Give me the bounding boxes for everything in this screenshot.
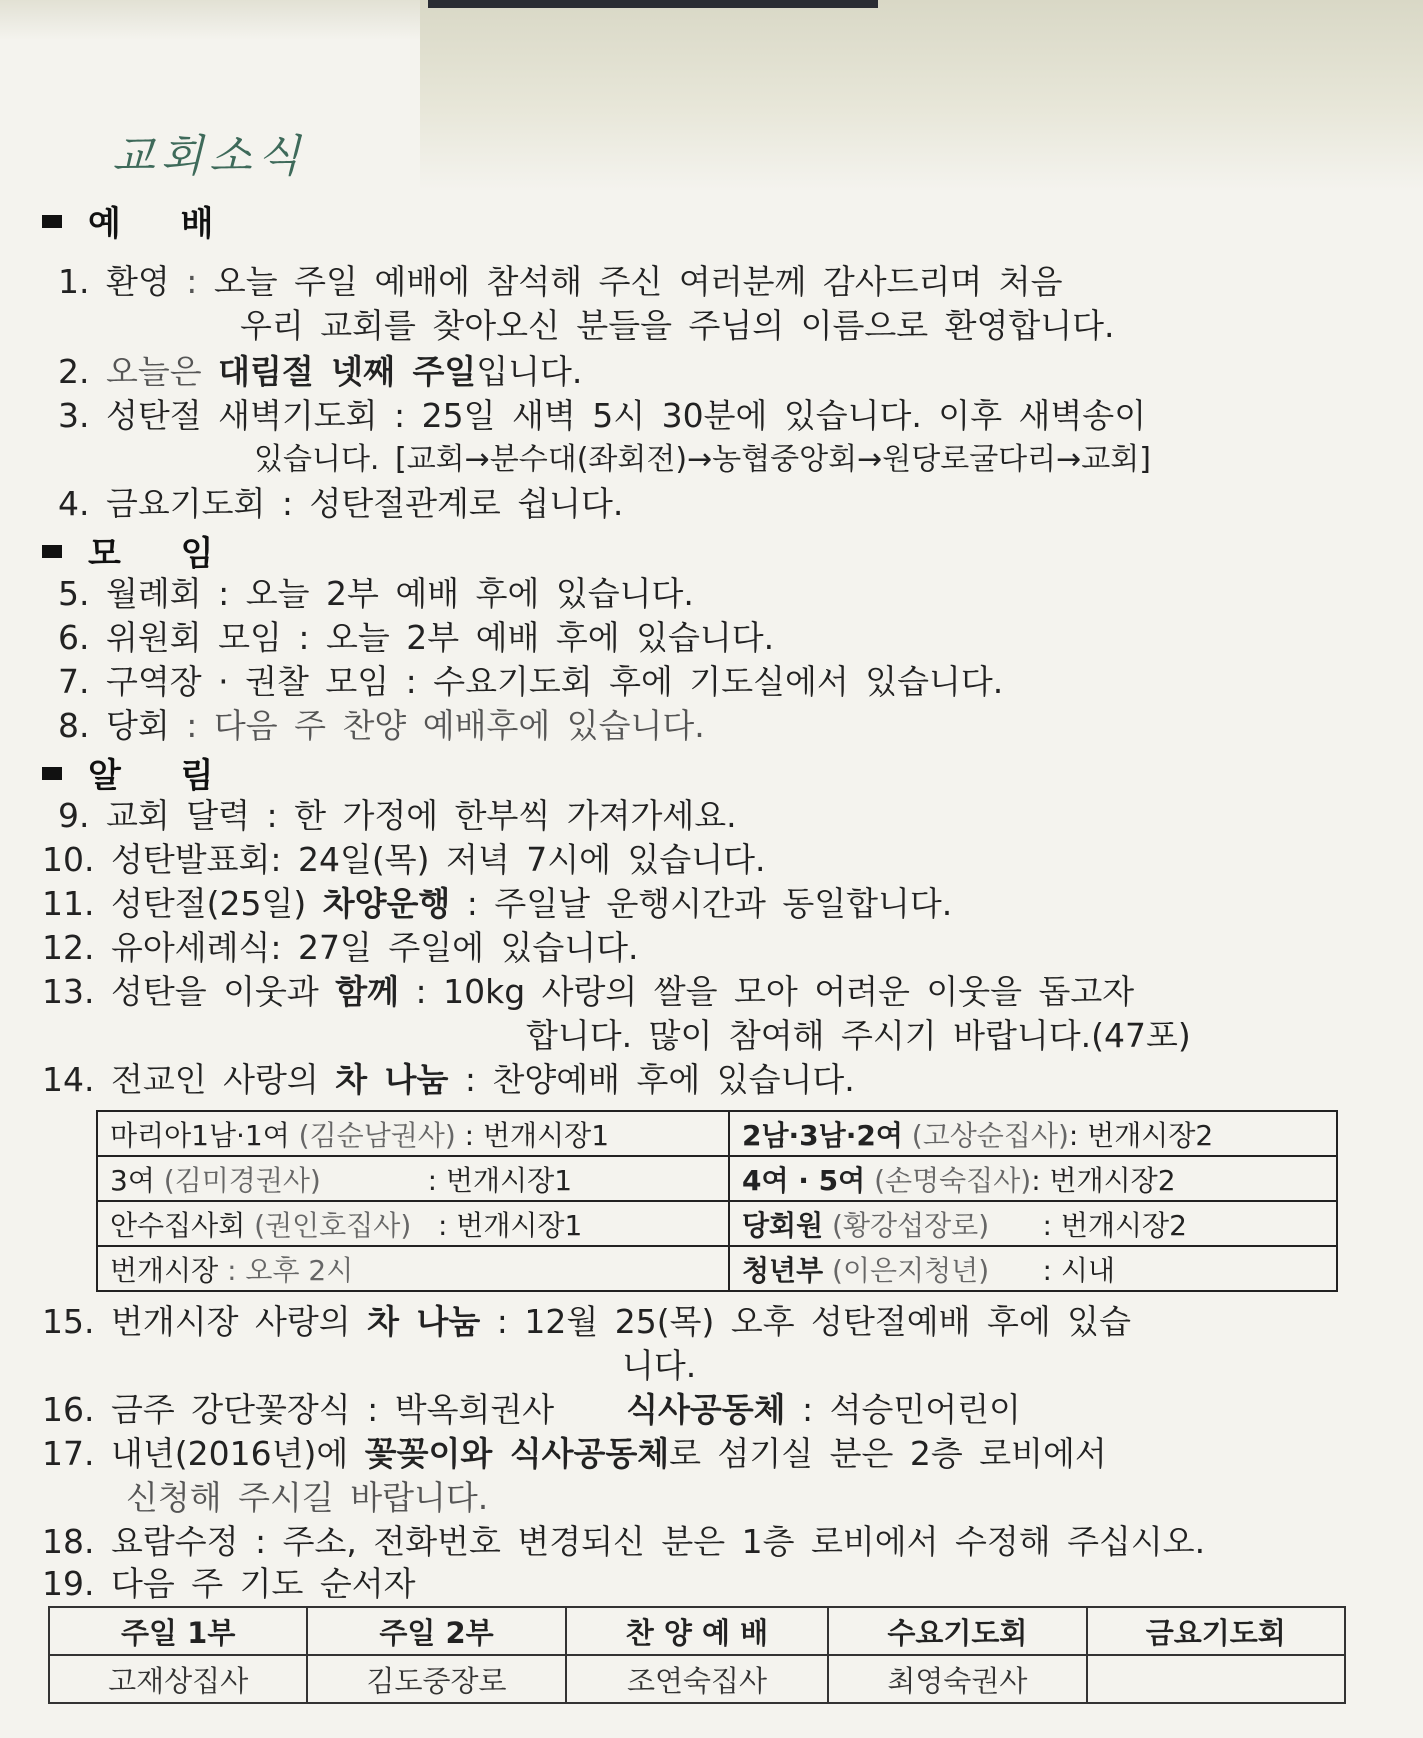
bullet-square-icon [42,545,62,558]
item-text: : 오늘 2부 예배 후에 있습니다. [201,574,694,613]
item-heading: 위원회 모임 [106,618,282,657]
group-name: 청년부 [742,1253,824,1287]
item-heading: 성탄절(25일) [110,884,323,923]
header-background [420,0,1423,190]
group-name: 번개시장 [110,1253,228,1287]
item-10 [42,840,765,880]
item-text: 내년(2016년)에 [110,1434,365,1473]
item-number: 14. [42,1060,95,1099]
item-number: 12. [42,928,95,967]
group-place: : 시내 [989,1253,1115,1287]
section-worship [42,196,238,245]
bullet-square-icon [42,767,62,780]
item-text: : 수요기도회 후에 기도실에서 있습니다. [389,662,1004,701]
item-heading: 성탄을 이웃과 [110,972,336,1011]
item-1 [58,262,1063,302]
group-leader: (손명숙집사) [865,1163,1032,1197]
table-cell [729,1111,1337,1156]
item-text: : 주일날 운행시간과 동일합니다. [450,884,953,923]
group-name: 안수집사회 [110,1208,255,1242]
item-text: 로 섬기실 분은 2층 로비에서 [669,1434,1107,1473]
table-row [49,1655,1345,1703]
section-worship-label: 예 배 [88,204,238,244]
group-place: : 번개시장2 [1031,1163,1176,1197]
page-title: 교회소식 [112,131,307,182]
table-cell: 최영숙권사 [828,1655,1086,1703]
item-heading: 식사공동체 [626,1390,786,1429]
group-name: 2남·3남·2여 [742,1118,903,1152]
item-text: : 찬양예배 후에 있습니다. [448,1060,855,1099]
table-cell: 조연숙집사 [566,1655,829,1703]
item-heading: 구역장 · 권찰 모임 [106,662,390,701]
item-text: : 성탄절관계로 쉽니다. [265,484,624,523]
item-number: 9. [58,796,90,835]
table-cell [729,1156,1337,1201]
group-leader: (김미경권사) [163,1163,321,1197]
table-cell [97,1111,729,1156]
item-text: : 한 가정에 한부씩 가져가세요. [250,796,737,835]
item-1-cont: 우리 교회를 찾아오신 분들을 주님의 이름으로 환영합니다. [240,306,1115,345]
bullet-square-icon [42,215,62,228]
item-number: 4. [58,484,90,523]
group-leader: (황강섭장로) [823,1208,990,1242]
item-3-cont: 있습니다. [교회→분수대(좌회전)→농협중앙회→원당로굴다리→교회] [254,442,1151,477]
item-13-cont: 합니다. 많이 참여해 주시기 바랍니다.(47포) [526,1016,1191,1055]
table-header-row [49,1607,1345,1655]
item-heading: 금요기도회 [106,484,266,523]
item-text: : 10kg 사랑의 쌀을 모아 어려운 이웃을 돕고자 [399,972,1135,1011]
item-2 [58,352,582,392]
group-leader: (고상순집사) [902,1118,1069,1152]
group-leader: (김순남권사) [298,1118,456,1152]
group-name: 3여 [110,1163,164,1197]
item-number: 7. [58,662,90,701]
item-number: 11. [42,884,95,923]
column-header: 찬 양 예 배 [566,1607,829,1655]
item-emphasis: 꽃꽂이와 식사공동체 [364,1434,670,1473]
group-place: : 번개시장1 [320,1163,573,1197]
item-number: 3. [58,396,90,435]
item-text: : 25일 새벽 5시 30분에 있습니다. 이후 새벽송이 [377,396,1147,435]
section-notice-label: 알 림 [88,756,238,796]
table-row [97,1111,1337,1156]
group-name: 당회원 [742,1208,824,1242]
item-heading: 환영 [106,262,170,301]
item-heading: 성탄발표회 [110,840,271,879]
group-place: : 번개시장1 [411,1208,583,1242]
item-number: 2. [58,352,90,391]
section-meeting-label: 모 임 [88,534,238,574]
item-heading: 성탄절 새벽기도회 [106,396,378,435]
column-header: 주일 2부 [307,1607,565,1655]
item-number: 6. [58,618,90,657]
item-number: 1. [58,262,90,301]
item-text: : 27일 주일에 있습니다. [270,928,639,967]
item-text: : 24일(목) 저녁 7시에 있습니다. [270,840,766,879]
tea-sharing-table [96,1110,1338,1292]
group-time: : 오후 2시 [227,1253,354,1287]
item-emphasis: 차양운행 [322,884,451,923]
item-15-cont: 니다. [622,1346,697,1385]
table-row [97,1156,1337,1201]
photo-edge [428,0,878,8]
item-number: 8. [58,706,90,745]
table-cell [97,1246,729,1291]
item-14 [42,1060,855,1100]
item-17 [42,1434,1107,1474]
item-5 [58,574,694,614]
item-18 [42,1522,1205,1562]
item-text: : 다음 주 찬양 예배후에 있습니다. [169,706,705,745]
item-15 [42,1302,1131,1342]
item-heading: 번개시장 사랑의 [110,1302,368,1341]
table-cell: 김도중장로 [307,1655,565,1703]
group-place: : 번개시장1 [455,1118,610,1152]
item-text: : 주소, 전화번호 변경되신 분은 1층 로비에서 수정해 주십시오. [238,1522,1206,1561]
item-17-cont: 신청해 주시길 바랍니다. [126,1478,489,1517]
item-separator: : [169,262,214,301]
group-leader: (권인호집사) [254,1208,412,1242]
column-header: 수요기도회 [828,1607,1086,1655]
item-text: 오늘은 [106,352,219,391]
item-emphasis: 차 나눔 [367,1302,481,1341]
item-number: 5. [58,574,90,613]
item-text: 입니다. [476,352,583,391]
prayer-leader-table [48,1606,1346,1704]
item-8 [58,706,705,746]
table-row [97,1201,1337,1246]
table-cell [729,1201,1337,1246]
column-header: 주일 1부 [49,1607,307,1655]
item-4 [58,484,623,524]
item-19 [42,1564,415,1604]
item-text: : 박옥희권사 [350,1390,555,1429]
item-number: 15. [42,1302,95,1341]
item-7 [58,662,1003,702]
item-text: 오늘 주일 예배에 참석해 주신 여러분께 감사드리며 처음 [213,262,1063,301]
item-heading: 전교인 사랑의 [110,1060,336,1099]
table-cell [729,1246,1337,1291]
item-text: : 석승민어린이 [785,1390,1021,1429]
item-11 [42,884,952,924]
item-number: 19. [42,1564,95,1603]
item-16 [42,1390,1021,1430]
group-place: : 번개시장2 [989,1208,1187,1242]
item-heading: 교회 달력 [106,796,251,835]
item-emphasis: 차 나눔 [335,1060,449,1099]
item-number: 17. [42,1434,95,1473]
item-12 [42,928,638,968]
item-number: 10. [42,840,95,879]
item-text: 다음 주 기도 순서자 [110,1564,416,1603]
item-heading: 요람수정 [110,1522,239,1561]
group-leader: (이은지청년) [823,1253,990,1287]
item-heading: 월례회 [106,574,202,613]
item-emphasis: 대림절 넷째 주일 [218,352,477,391]
table-row [97,1246,1337,1291]
item-number: 16. [42,1390,95,1429]
table-cell [1087,1655,1345,1703]
item-13 [42,972,1134,1012]
item-text: : 오늘 2부 예배 후에 있습니다. [281,618,775,657]
section-notice [42,748,238,797]
table-cell [97,1156,729,1201]
item-emphasis: 함께 [335,972,399,1011]
item-heading: 당회 [106,706,170,745]
group-name: 4여 · 5여 [742,1163,866,1197]
item-number: 18. [42,1522,95,1561]
group-name: 마리아1남·1여 [110,1118,299,1152]
section-meeting [42,526,238,575]
item-heading: 금주 강단꽃장식 [110,1390,351,1429]
item-3 [58,396,1146,436]
column-header: 금요기도회 [1087,1607,1345,1655]
group-place: : 번개시장2 [1068,1118,1214,1152]
item-heading: 유아세례식 [110,928,271,967]
item-text: : 12월 25(목) 오후 성탄절예배 후에 있습 [480,1302,1131,1341]
table-cell: 고재상집사 [49,1655,307,1703]
table-cell [97,1201,729,1246]
item-6 [58,618,774,658]
item-number: 13. [42,972,95,1011]
item-9 [58,796,737,836]
